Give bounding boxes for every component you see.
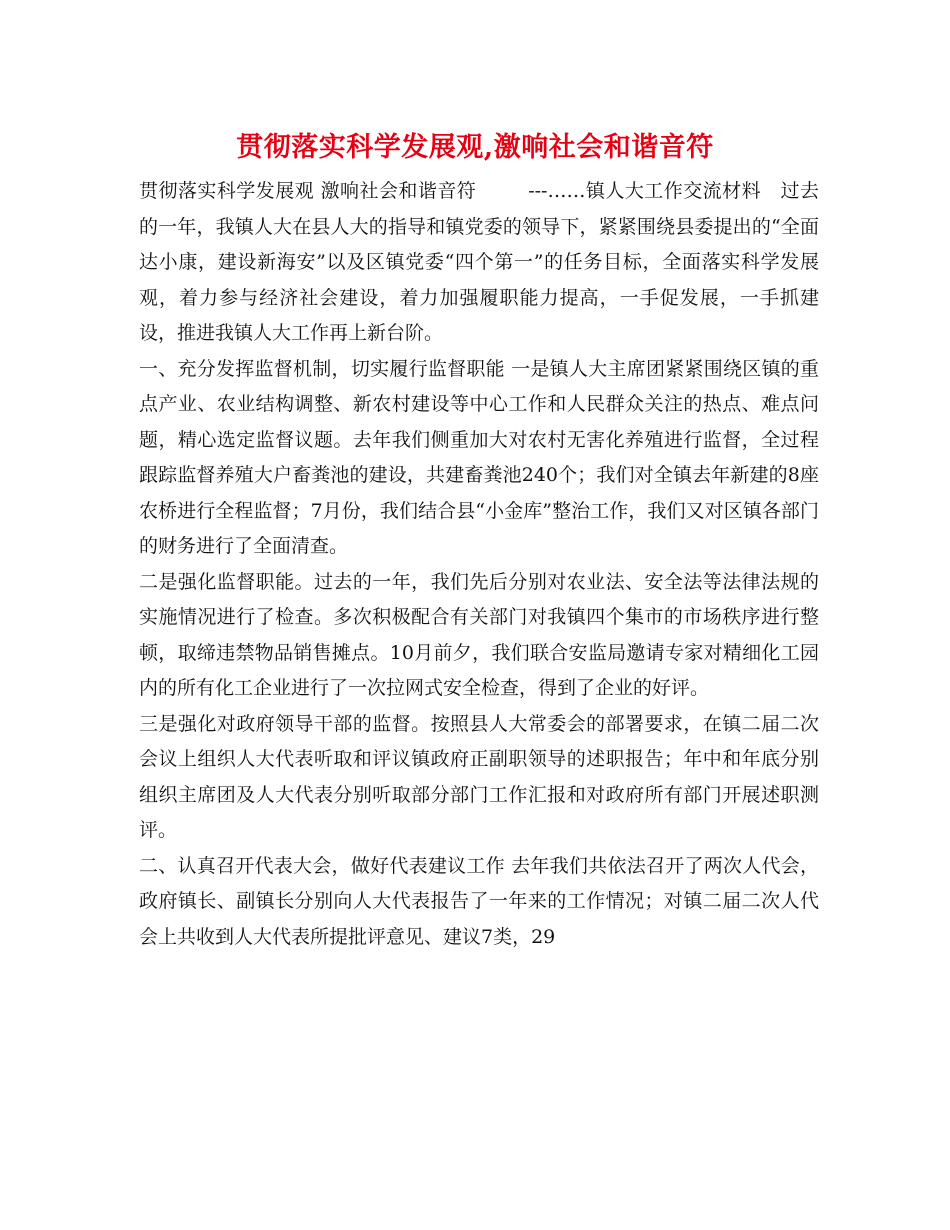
paragraph-point-three: 三是强化对政府领导干部的监督。按照县人大常委会的部署要求，在镇二届二次会议上组织人大代表听取和评议镇政府正副职领导的述职报告；年中和年底分别组织主席团及人大代表分别听取部分部门工作汇报和对政府所有部门开展述职测评。 [139, 712, 819, 841]
paragraph-point-two: 二是强化监督职能。过去的一年，我们先后分别对农业法、安全法等法律法规的实施情况进行了检查。多次积极配合有关部门对我镇四个集市的市场秩序进行整顿，取缔违禁物品销售摊点。10月前夕，我们联合安监局邀请专家对精细化工园内的所有化工企业进行了一次拉网式安全检查，得到了企业的好评。 [139, 570, 819, 699]
document-title: 贯彻落实科学发展观,激响社会和谐音符 [236, 132, 714, 163]
document-body [139, 174, 819, 955]
paragraph-section-two: 二、认真召开代表大会，做好代表建议工作 去年我们共依法召开了两次人代会，政府镇长、副镇长分别向人大代表报告了一年来的工作情况；对镇二届二次人代会上共收到人大代表所提批评意见、建议7类，29 [139, 854, 819, 948]
paragraph-intro: 贯彻落实科学发展观 激响社会和谐音符 ---……镇人大工作交流材料 过去的一年，我镇人大在县人大的指导和镇党委的领导下，紧紧围绕县委提出的“全面达小康，建设新海安”以及区镇党委“四个第一”的任务目标，全面落实科学发展观，着力参与经济社会建设，着力加强履职能力提高，一手促发展，一手抓建设，推进我镇人大工作再上新台阶。 [139, 180, 819, 344]
paragraph-section-one: 一、充分发挥监督机制，切实履行监督职能 一是镇人大主席团紧紧围绕区镇的重点产业、农业结构调整、新农村建设等中心工作和人民群众关注的热点、难点问题，精心选定监督议题。去年我们侧重加大对农村无害化养殖进行监督，全过程跟踪监督养殖大户畜粪池的建设，共建畜粪池240个；我们对全镇去年新建的8座农桥进行全程监督；7月份，我们结合县“小金库”整治工作，我们又对区镇各部门的财务进行了全面清查。 [139, 357, 819, 557]
